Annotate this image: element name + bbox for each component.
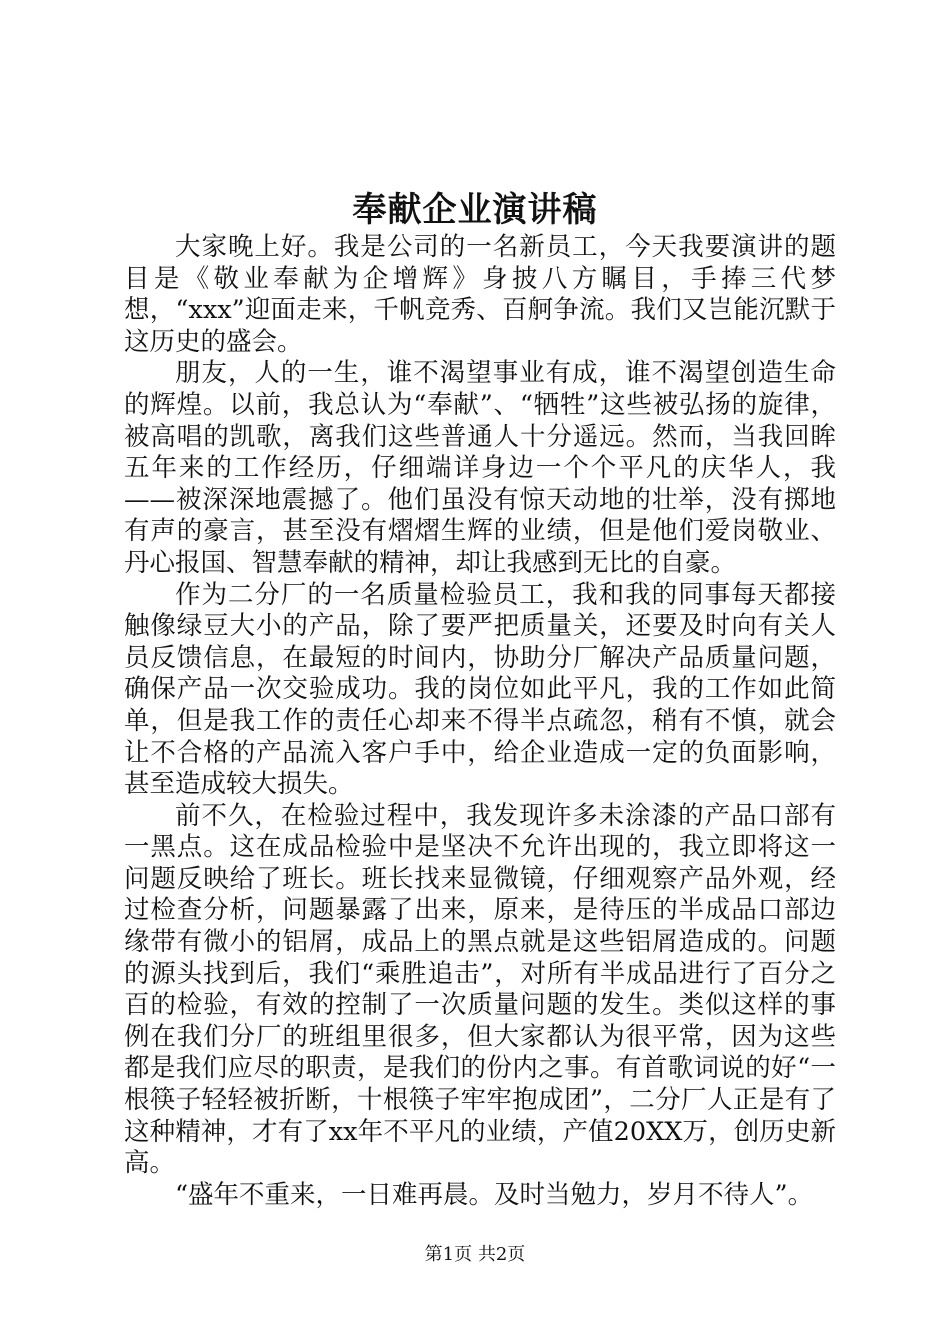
paragraph-5: “盛年不重来，一日难再晨。及时当勉力，岁月不待人”。 (175, 1179, 814, 1210)
paragraph-2: 朋友，人的一生，谁不渴望事业有成，谁不渴望创造生命的辉煌。以前，我总认为“奉献”、“牺牲”这些被弘扬的旋律，被高唱的凯歌，离我们这些普通人十分遥远。然而，当我回眸五年来的工作经历，仔细端详身边一个个平凡的庆华人，我——被深深地震撼了。他们虽没有惊天动地的壮举，没有掷地有声的豪言，甚至没有熠熠生辉的业绩，但是他们爱岗敬业、丹心报国、智慧奉献的精神，却让我感到无比的自豪。 (124, 358, 836, 578)
paragraph-1: 大家晚上好。我是公司的一名新员工，今天我要演讲的题目是《敬业奉献为企增辉》身披八方瞩目，手捧三代梦想，“xxx”迎面走来，千帆竞秀、百舸争流。我们又岂能沉默于这历史的盛会。 (124, 232, 836, 357)
page-number-footer: 第1页 共2页 (424, 1244, 526, 1265)
paragraph-3: 作为二分厂的一名质量检验员工，我和我的同事每天都接触像绿豆大小的产品，除了要严把质量关，还要及时向有关人员反馈信息，在最短的时间内，协助分厂解决产品质量问题，确保产品一次交验成功。我的岗位如此平凡，我的工作如此简单，但是我工作的责任心却来不得半点疏忽，稍有不慎，就会让不合格的产品流入客户手中，给企业造成一定的负面影响，甚至造成较大损失。 (124, 579, 836, 800)
document-body (124, 232, 836, 1211)
paragraph-4: 前不久，在检验过程中，我发现许多未涂漆的产品口部有一黑点。这在成品检验中是坚决不允许出现的，我立即将这一问题反映给了班长。班长找来显微镜，仔细观察产品外观，经过检查分析，问题暴露了出来，原来，是待压的半成品口部边缘带有微小的铝屑，成品上的黑点就是这些铝屑造成的。问题的源头找到后，我们“乘胜追击”，对所有半成品进行了百分之百的检验，有效的控制了一次质量问题的发生。类似这样的事例在我们分厂的班组里很多，但大家都认为很平常，因为这些都是我们应尽的职责，是我们的份内之事。有首歌词说的好“一根筷子轻轻被折断，十根筷子牢牢抱成团”，二分厂人正是有了这种精神，才有了xx年不平凡的业绩，产值20XX万，创历史新高。 (124, 800, 836, 1179)
document-title: 奉献企业演讲稿 (352, 190, 598, 230)
